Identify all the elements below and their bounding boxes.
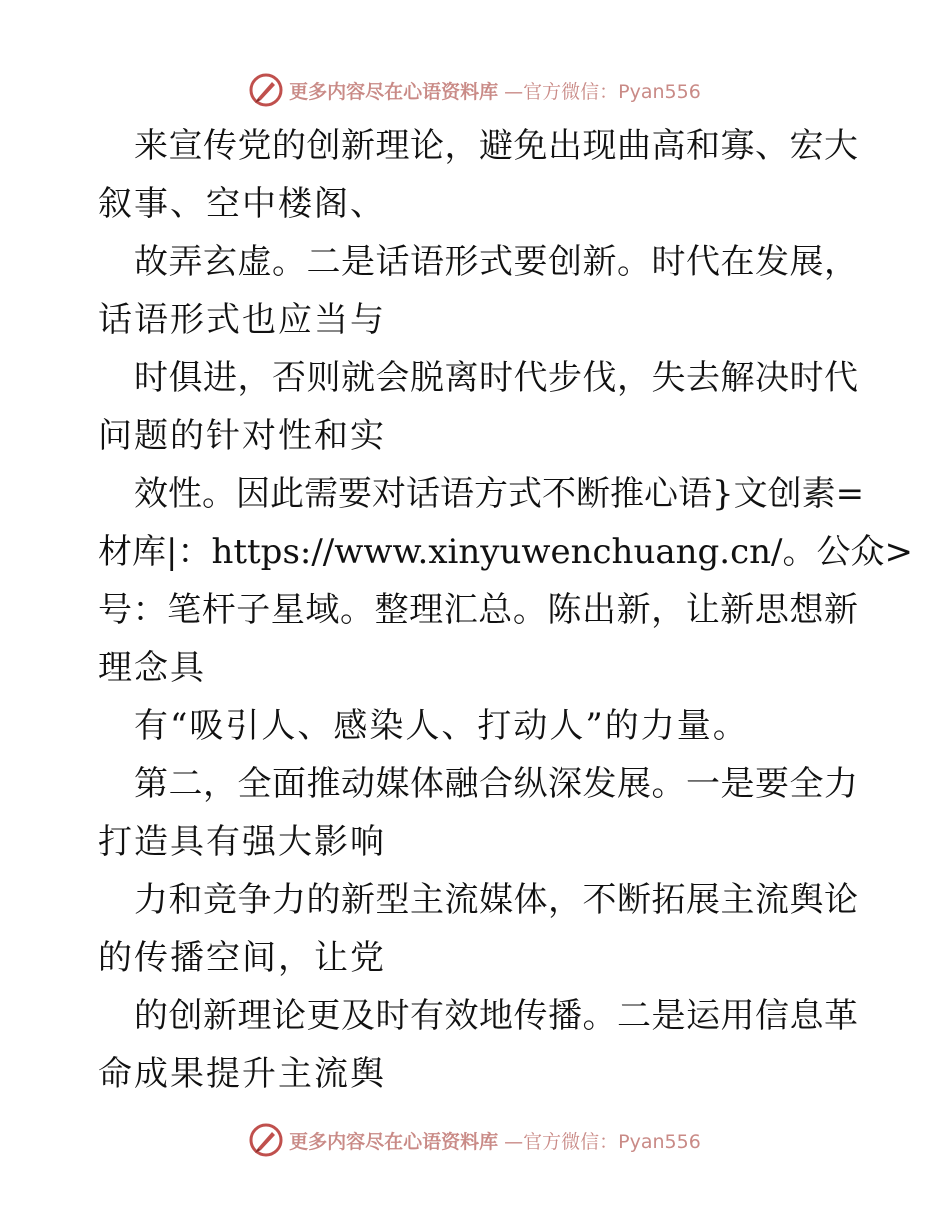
header-banner-wechat: —官方微信：Pyan556 [504, 80, 701, 103]
body-line: 效性。因此需要对话语方式不断推心语}文创素= [134, 474, 865, 514]
body-line: 第二，全面推动媒体融合纵深发展。一是要全力 [134, 764, 858, 804]
document-body [98, 117, 913, 1103]
footer-banner [0, 1120, 950, 1160]
footer-banner-text: 更多内容尽在心语资料库 [289, 1130, 499, 1153]
body-line: 叙事、空中楼阁、 [98, 184, 386, 224]
header-banner-text: 更多内容尽在心语资料库 [289, 80, 499, 103]
quill-pen-icon [249, 1123, 283, 1157]
header-banner [0, 70, 950, 110]
body-line-url: 材库|：https://www.xinyuwenchuang.cn/。公众> [98, 532, 913, 572]
body-line: 号：笔杆子星域。整理汇总。陈出新，让新思想新 [98, 590, 858, 630]
body-line: 时俱进，否则就会脱离时代步伐，失去解决时代 [134, 358, 858, 398]
footer-banner-wechat: —官方微信：Pyan556 [504, 1130, 701, 1153]
body-line: 命成果提升主流舆 [98, 1054, 386, 1094]
body-line: 话语形式也应当与 [98, 300, 386, 340]
body-line: 问题的针对性和实 [98, 416, 386, 456]
body-line: 力和竞争力的新型主流媒体，不断拓展主流舆论 [134, 880, 858, 920]
body-line: 的传播空间，让党 [98, 938, 386, 978]
body-line: 有“吸引人、感染人、打动人”的力量。 [134, 706, 749, 746]
body-line: 故弄玄虚。二是话语形式要创新。时代在发展， [134, 242, 858, 282]
body-line: 理念具 [98, 648, 206, 688]
body-line: 来宣传党的创新理论，避免出现曲高和寡、宏大 [134, 126, 858, 166]
quill-pen-icon [249, 73, 283, 107]
body-line: 打造具有强大影响 [98, 822, 386, 862]
body-line: 的创新理论更及时有效地传播。二是运用信息革 [134, 996, 858, 1036]
